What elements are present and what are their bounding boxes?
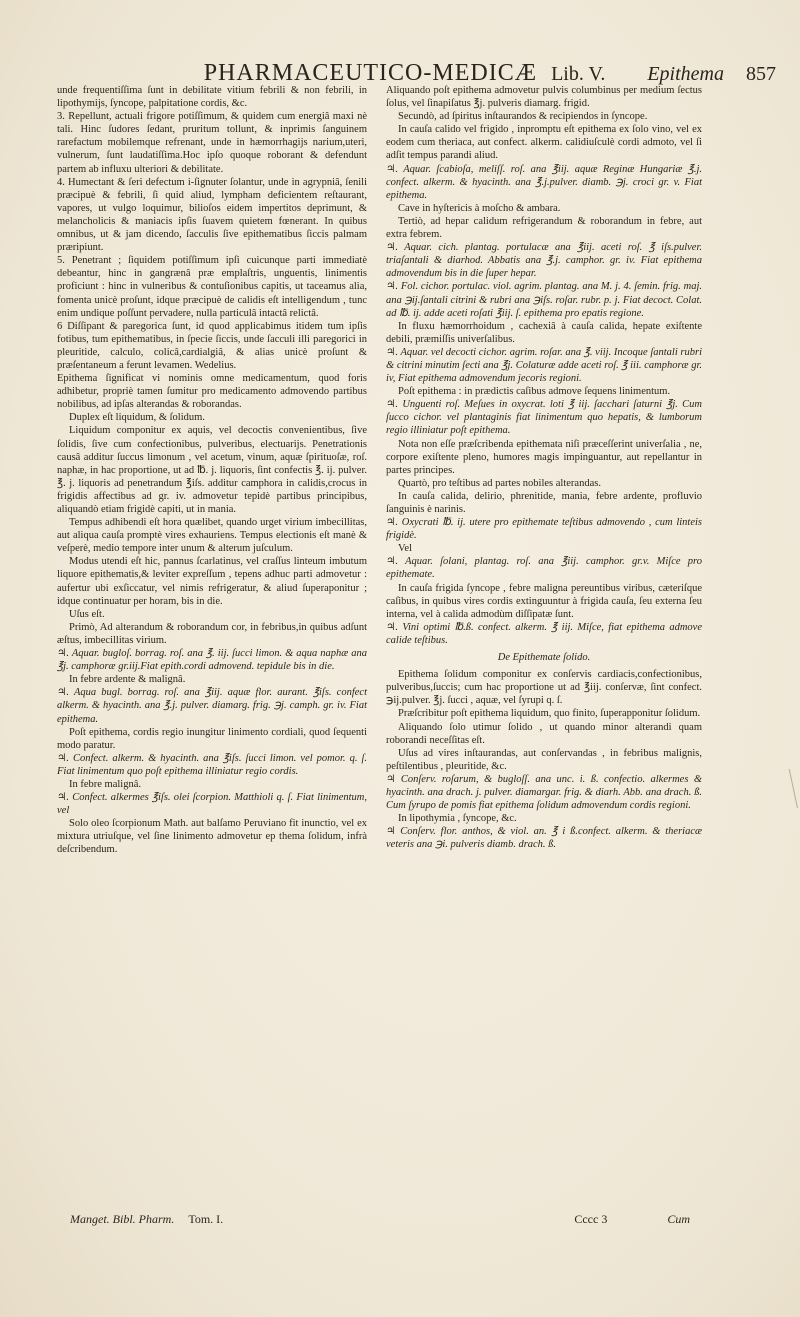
prescription-paragraph: ♃. Aquar. ſcabioſa, meliſſ. roſ. ana ℥iij. aquæ Reginæ Hungariæ ℥.j. confect. alkerm. & hyacinth. ana ℥.j.pulver. diamb. ℈j. croci gr. v. Fiat epithema. [386, 163, 702, 201]
text-paragraph: Tempus adhibendi eſt hora quælibet, quando urget virium imbecillitas, aut aliqua cauſa promptè vires exhauriens. Tempus electionis eſt manè & veſperè, medio tempore inter unum & alterum juſculum. [57, 517, 367, 555]
text-paragraph: Tertiò, ad hepar calidum refrigerandum & roborandum in febre, aut extra febrem. [386, 215, 702, 241]
prescription-paragraph: ♃. Oxycrati ℔. ij. utere pro epithemate teſtibus admovendo , cum linteis frigidè. [386, 517, 702, 542]
prescription-paragraph: ♃ Conſerv. roſarum, & bugloſſ. ana unc. i. ß. confectio. alkermes & hyacinth. ana drach. j. pulver. diamargar. frig. & diarh. Abb. ana drach. ß. Cum ſyrupo de pomis fiat epithema ſolidum admovendum cordis regioni. [386, 773, 702, 812]
text-paragraph: Quartò, pro teſtibus ad partes nobiles alterandas. [398, 477, 601, 489]
text-paragraph: In cauſa frigida ſyncope , febre maligna pereuntibus viribus, cæteriſque caſibus, in quibus vires cordis extinguuntur à frigida cauſa, ſeu externa ſeu interna, vel à calida admodùm diſſipatæ ſunt. [386, 582, 702, 620]
text-paragraph: 5. Penetrant ; ſiquidem potiſſimum ipſi cuicunque parti immediatè debeantur, hinc in gangrænâ præ emplaſtris, unguentis, linimentis proficiunt : hinc in vulneribus & contuſionibus capitis, ut taceamus alia, fomenta unicè proſunt, idque præcipuè de calidis eſt intelligendum , tunc enim undique poſſunt pervadere, nulla particulâ intactâ relictâ. [57, 255, 367, 319]
section-label: Lib. V. [551, 63, 606, 85]
catchword: Cum [667, 1212, 690, 1226]
text-paragraph: 3. Repellunt, actuali frigore potiſſimum, & quidem cum energiâ maxi nè tali. Hinc ſudores ſedant, pruritum tollunt, & inprimis ſanguinem rarefactum mobilemque refrenant, unde in hæmorrhagijs narium,uteri, vulnerum, ſunt laudatiſſima.Hoc ipſo quoque roborant & defendunt partem ab influxu ulteriori & debilitate. [57, 111, 367, 175]
page-footer [70, 1212, 690, 1227]
text-paragraph: Nota non eſſe præſcribenda epithemata niſi præceſſerint univerſalia , ne, corpore exiſtente pleno, humores magis impinguantur, aut repellantur in partes principes. [386, 438, 702, 476]
prescription-paragraph: ♃. Fol. cichor. portulac. viol. agrim. plantag. ana M. j. 4. ſemin. frig. maj. ana ℈ij.ſantali citrini & rubri ana ℈iſs. roſar. rubr. p. j. Fiat decoct. Colat. ad ℔. ij. adde aceti roſati ℥iij. ſ. epithema pro epatis regione. [386, 281, 702, 319]
running-title: PHARMACEUTICO-MEDICÆ [203, 60, 538, 86]
signature-mark: Cccc 3 [574, 1212, 608, 1226]
right-text-column [386, 84, 702, 851]
text-paragraph: Epithema ſignificat vi nominis omne medicamentum, quod foris adhibetur, propriè tamen ſumitur pro medicamento admovendo partibus nobilibus, ad ipſas alterandas & roborandas. [57, 373, 367, 411]
text-paragraph: Uſus ad vires inſtaurandas, aut conſervandas , in febribus malignis, peſtilentibus , pleuritide, &c. [386, 747, 702, 772]
left-text-column [57, 84, 367, 857]
section-heading: De Epithemate ſolido. [497, 652, 591, 664]
text-paragraph: 4. Humectant & ſeri defectum i-ſignuter ſolantur, unde in agrypniâ, ſenili præcipuè & febrili, ſi quid aliud, lympham deficientem reſtaurant, vapores, ut vulgo loquimur, bilioſos eidem impertitos deprimunt, & melancholicis & maniacis ipſis ſuavem quietem fœnerant. In quibus omnibus, ut & jam dicendo, ſacculis ſive epithematibus ſiccis palmam præripiunt. [57, 176, 367, 254]
topic-label: Epithema [647, 63, 724, 85]
text-paragraph: Aliquando ſolo utimur ſolido , ut quando minor alterandi quam roborandi neceſſitas eſt. [386, 721, 702, 746]
text-paragraph: unde frequentiſſima ſunt in debilitate vitium febrili & non febrili, in lipothymijs, ſyncope, palpitatione cordis, &c. [57, 85, 367, 110]
text-paragraph: Modus utendi eſt hic, pannus ſcarlatinus, vel craſſus linteum imbutum liquore epithematis,& leviter expreſſum , tepens adhuc parti admovetur : aufertur ubi exſiccatur, vel nimis refrigeratur, & aliud ſuperaponitur ; idque continuatur per horam, bis in die. [57, 556, 367, 607]
prescription-paragraph: ♃. Aquar. vel decocti cichor. agrim. roſar. ana ℥. viij. Incoque ſantali rubri & citrini minutim ſecti ana ℥j. Colaturæ adde aceti roſ. ℥ iii. camphoræ gr. iv, Fiat epithema admovendum jecoris regioni. [386, 346, 702, 385]
text-paragraph: Cave in hyſtericis à moſcho & ambara. [398, 202, 561, 214]
prescription-paragraph: ♃ Conſerv. flor. anthos, & viol. an. ℥ i ß.confect. alkerm. & theriacæ veteris ana ℈i. pulveris diamb. drach. ß. [386, 826, 702, 851]
text-paragraph: Aliquando poſt epithema admovetur pulvis columbinus per medium ſectus ſolus, vel ſinapiſatus ℥j. pulveris diamarg. frigid. [386, 85, 702, 110]
prescription-paragraph: ♃. Unguenti roſ. Meſues in oxycrat. loti ℥ iij. ſacchari ſaturni ℥j. Cum ſucco cichor. vel plantaginis fiat linimentum quo hepatis, & lumborum regio illiniatur poſt epithema. [386, 399, 702, 437]
volume-label: Tom. I. [188, 1212, 224, 1226]
text-paragraph: Poſt epithema : in prædictis caſibus admove ſequens linimentum. [398, 386, 671, 398]
text-paragraph: Uſus eſt. [69, 608, 105, 620]
prescription-paragraph: ♃. Aquar. cich. plantag. portulacæ ana ℥iij. aceti roſ. ℥ iſs.pulver. triaſantali & diarhod. Abbatis ana ℥.j. camphor. gr. iv. Fiat epithema admovendum bis in die ſuper hepar. [386, 242, 702, 280]
prescription-paragraph: ♃. Vini optimi ℔.ß. confect. alkerm. ℥ iij. Miſce, fiat epithema admove calide teſtibus. [386, 621, 702, 646]
text-paragraph: Solo oleo ſcorpionum Math. aut balſamo Peruviano fit inunctio, vel ex mixtura utriuſque, vel ſine linimento admovetur ep thema ſolidum, infrà deſcribendum. [57, 818, 367, 856]
prescription-paragraph: ♃. Aquar. ſolani, plantag. roſ. ana ℥iij. camphor. gr.v. Miſce pro epithemate. [386, 556, 702, 581]
text-paragraph: In fluxu hæmorrhoidum , cachexiâ à cauſa calida, hepate exiſtente debili, præmiſſis univerſalibus. [386, 320, 702, 345]
text-paragraph: Præſcribitur poſt epithema liquidum, quo finito, ſuperapponitur ſolidum. [398, 708, 701, 720]
text-paragraph: In lipothymia , ſyncope, &c. [398, 813, 517, 825]
prescription-paragraph: ♃. Aqua bugl. borrag. roſ. ana ℥iij. aquæ flor. aurant. ℥iſs. confect alkerm. & hyacinth. ana ℥.j. pulver. diamarg. frig. ℈j. camph. gr. iv. Fiat epithema. [57, 687, 367, 725]
text-paragraph: In cauſa calido vel frigido , inpromptu eſt epithema ex ſolo vino, vel ex eodem cum theriaca, aut confect. alkerm. calidiuſculè cordi admoto, vel ſi adſit tempus parandi aliud. [386, 124, 702, 162]
text-paragraph: Liquidum componitur ex aquis, vel decoctis convenientibus, ſive ſolidis, ſive cum confectionibus, pulveribus, electuarijs. Penetrationis causâ additur ſuccus limonum , vel acetum, vinum, aquæ ſpirituoſæ, roſ. naphæ, in hac proportione, ut ad ℔. j. liquoris, ſint confectis ℥. ij. pulver. ℥. j. liquoris ad penetrandum ℥iſs. additur camphora in calidis,crocus in frigidis affectibus ad gr. iv. admovetur tepidè partibus principibus, aliquandò etiam frigidè capiti, ut in mania. [57, 425, 367, 515]
text-paragraph: Secundò, ad ſpiritus inſtaurandos & recipiendos in ſyncope. [398, 111, 648, 123]
bibliographic-reference: Manget. Bibl. Pharm. [70, 1212, 175, 1226]
page-number: 857 [746, 63, 776, 85]
text-paragraph: Duplex eſt liquidum, & ſolidum. [69, 412, 205, 424]
prescription-paragraph: ♃. Confect. alkerm. & hyacinth. ana ℥iſs. ſucci limon. vel pomor. q. ſ. Fiat linimentum quo poſt epithema illiniatur regio cordis. [57, 752, 367, 777]
page-edge-mark [775, 769, 798, 811]
text-paragraph: Vel [398, 543, 412, 555]
prescription-paragraph: ♃. Confect. alkermes ℥iſs. olei ſcorpion. Matthioli q. ſ. Fiat linimentum, vel [57, 792, 367, 817]
text-paragraph: Primò, Ad alterandum & roborandum cor, in febribus,in quibus adſunt æſtus, imbecillitas virium. [57, 621, 367, 646]
text-paragraph: In cauſa calida, delirio, phrenitide, mania, febre ardente, profluvio ſanguinis è narinis. [386, 490, 702, 515]
text-paragraph: Epithema ſolidum componitur ex conſervis cardiacis,confectionibus, pulveribus,ſuccis; cum hac proportione ut ad ℥iij. conſervæ, ſint confect. ℈ij.pulver. ℥j. ſucci , aquæ, vel ſyrupi q. ſ. [386, 669, 702, 707]
text-paragraph: In febre ardente & malignâ. [69, 674, 186, 686]
prescription-paragraph: ♃. Aquar. bugloſ. borrag. roſ. ana ℥. iij. ſucci limon. & aqua naphæ ana ℥j. camphoræ gr.iij.Fiat epith.cordi admovend. tepidule bis in die. [57, 648, 367, 673]
text-paragraph: Poſt epithema, cordis regio inungitur linimento cordiali, quod ſequenti modo paratur. [57, 726, 367, 751]
text-paragraph: In febre malignâ. [69, 778, 142, 790]
text-paragraph: 6 Diſſipant & paregorica ſunt, id quod applicabimus itidem tum ipſis fotibus, tum epithematibus, in ſpecie ſiccis, unde ſacculi illi paregorici in pleuritide, calculo, colicâ,cardialgiâ, & alias unicè proſunt & præſentaneum a ferunt levamen. Wedelius. [57, 320, 367, 371]
